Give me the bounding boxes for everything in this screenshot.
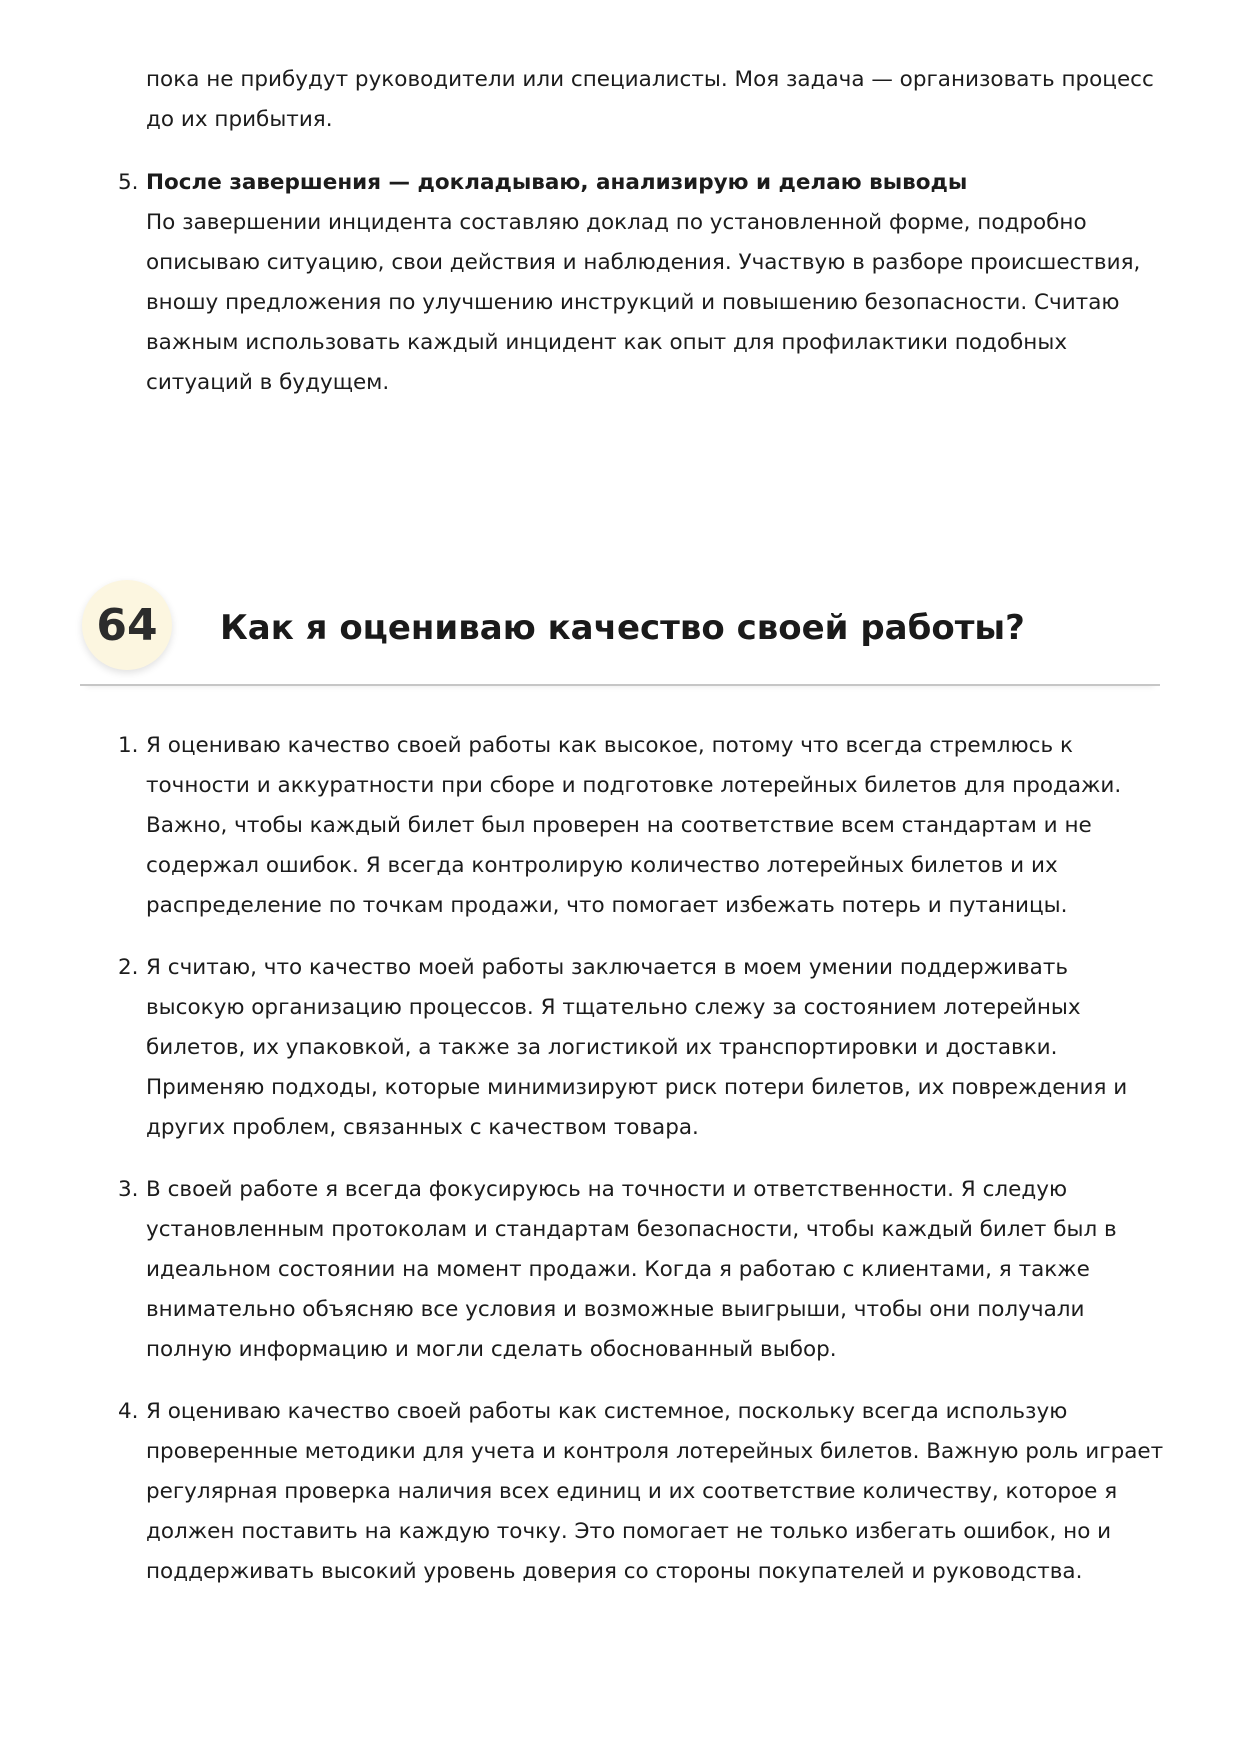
- list-item-text: Я считаю, что качество моей работы заключается в моем умении поддерживать высокую организацию процессов. Я тщательно слежу за состоянием лотерейных билетов, их упаковкой, а также за логистикой их транспортировки и доставки. Применяю подходы, которые минимизируют риск потери билетов, их повреждения и других проблем, связанных с качеством товара.: [146, 955, 1128, 1140]
- list-item: [114, 726, 1164, 926]
- answer-list: [114, 726, 1164, 1592]
- previous-answer-list: [114, 163, 1164, 403]
- list-item-number: 1.: [118, 733, 139, 758]
- list-item-text: По завершении инцидента составляю доклад по установленной форме, подробно описываю ситуацию, свои действия и наблюдения. Участвую в разборе происшествия, вношу предложения по улучшению инструкций и повышению безопасности. Считаю важным использовать каждый инцидент как опыт для профилактики подобных ситуаций в будущем.: [146, 210, 1141, 395]
- list-item: [114, 948, 1164, 1148]
- list-item-text: В своей работе я всегда фокусируюсь на точности и ответственности. Я следую установленным протоколам и стандартам безопасности, чтобы каждый билет был в идеальном состоянии на момент продажи. Когда я работаю с клиентами, я также внимательно объясняю все условия и возможные выигрыши, чтобы они получали полную информацию и могли сделать обоснованный выбор.: [146, 1177, 1117, 1362]
- list-item-text: Я оцениваю качество своей работы как системное, поскольку всегда использую проверенные методики для учета и контроля лотерейных билетов. Важную роль играет регулярная проверка наличия всех единиц и их соответствие количеству, которое я должен поставить на каждую точку. Это помогает не только избегать ошибок, но и поддерживать высокий уровень доверия со стороны покупателей и руководства.: [146, 1399, 1164, 1584]
- question-number-badge: 64: [82, 580, 172, 670]
- list-item-number: 2.: [118, 955, 139, 980]
- section-title: Как я оцениваю качество своей работы?: [220, 608, 1025, 648]
- continued-paragraph: пока не прибудут руководители или специалисты. Моя задача — организовать процесс до их прибытия.: [146, 67, 1154, 132]
- list-item-number: 4.: [118, 1399, 139, 1424]
- list-item-number: 5.: [118, 170, 139, 195]
- list-item: [114, 1392, 1164, 1592]
- list-item-number: 3.: [118, 1177, 139, 1202]
- list-item: [114, 163, 1164, 403]
- section-header: [80, 572, 1160, 686]
- list-item-title: После завершения — докладываю, анализирую и делаю выводы: [146, 170, 968, 195]
- list-item: [114, 1170, 1164, 1370]
- list-item-text: Я оцениваю качество своей работы как высокое, потому что всегда стремлюсь к точности и аккуратности при сборе и подготовке лотерейных билетов для продажи. Важно, чтобы каждый билет был проверен на соответствие всем стандартам и не содержал ошибок. Я всегда контролирую количество лотерейных билетов и их распределение по точкам продажи, что помогает избежать потерь и путаницы.: [146, 733, 1122, 918]
